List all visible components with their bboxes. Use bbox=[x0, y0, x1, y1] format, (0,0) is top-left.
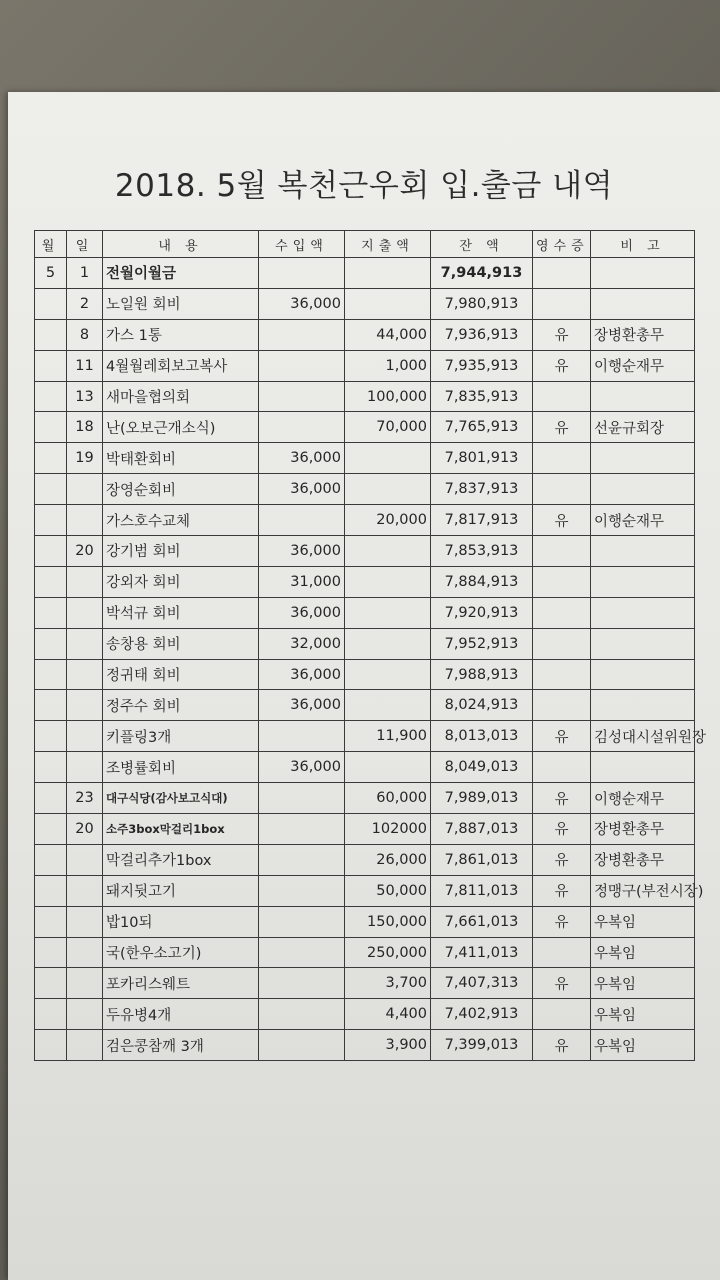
ledger-table bbox=[34, 230, 707, 1061]
cell-balance: 7,980,913 bbox=[431, 288, 533, 319]
cell-description: 4월월레회보고복사 bbox=[103, 350, 259, 381]
cell-balance: 8,049,013 bbox=[431, 752, 533, 783]
cell-month bbox=[35, 566, 67, 597]
cell-balance: 7,402,913 bbox=[431, 999, 533, 1030]
cell-receipt: 유 bbox=[533, 906, 591, 937]
cell-balance: 7,835,913 bbox=[431, 381, 533, 412]
table-row bbox=[35, 999, 695, 1030]
cell-day bbox=[67, 844, 103, 875]
cell-description: 새마을협의회 bbox=[103, 381, 259, 412]
cell-note: 정맹구(부전시장) bbox=[591, 875, 695, 906]
cell-balance: 8,024,913 bbox=[431, 690, 533, 721]
cell-receipt: 유 bbox=[533, 505, 591, 536]
cell-expense bbox=[345, 474, 431, 505]
cell-note: 이행순재무 bbox=[591, 505, 695, 536]
cell-receipt: 유 bbox=[533, 412, 591, 443]
header-balance: 잔 액 bbox=[431, 231, 533, 258]
cell-day: 13 bbox=[67, 381, 103, 412]
page-title: 2018. 5월 복천근우회 입.출금 내역 bbox=[114, 168, 614, 204]
cell-income: 36,000 bbox=[259, 597, 345, 628]
cell-balance: 7,801,913 bbox=[431, 443, 533, 474]
cell-month bbox=[35, 597, 67, 628]
cell-expense bbox=[345, 690, 431, 721]
cell-month bbox=[35, 381, 67, 412]
table-row bbox=[35, 258, 695, 289]
cell-expense bbox=[345, 566, 431, 597]
cell-description: 소주3box막걸리1box bbox=[103, 814, 259, 845]
cell-balance: 7,884,913 bbox=[431, 566, 533, 597]
cell-note bbox=[591, 566, 695, 597]
cell-expense bbox=[345, 628, 431, 659]
cell-month bbox=[35, 690, 67, 721]
cell-note bbox=[591, 381, 695, 412]
cell-receipt: 유 bbox=[533, 319, 591, 350]
cell-note bbox=[591, 628, 695, 659]
cell-description: 막걸리추가1box bbox=[103, 844, 259, 875]
cell-month bbox=[35, 937, 67, 968]
cell-month bbox=[35, 906, 67, 937]
cell-receipt bbox=[533, 659, 591, 690]
cell-month: 5 bbox=[35, 258, 67, 289]
table-row bbox=[35, 875, 695, 906]
cell-day: 20 bbox=[67, 536, 103, 567]
cell-receipt bbox=[533, 597, 591, 628]
header-expense: 지출액 bbox=[345, 231, 431, 258]
cell-receipt bbox=[533, 690, 591, 721]
cell-balance: 8,013,013 bbox=[431, 721, 533, 752]
cell-note bbox=[591, 474, 695, 505]
cell-month bbox=[35, 844, 67, 875]
table-row bbox=[35, 814, 695, 845]
cell-income: 36,000 bbox=[259, 443, 345, 474]
cell-receipt: 유 bbox=[533, 1030, 591, 1061]
cell-expense: 250,000 bbox=[345, 937, 431, 968]
header-description: 내 용 bbox=[103, 231, 259, 258]
cell-balance: 7,661,013 bbox=[431, 906, 533, 937]
cell-expense: 70,000 bbox=[345, 412, 431, 443]
cell-description: 돼지뒷고기 bbox=[103, 875, 259, 906]
cell-day bbox=[67, 659, 103, 690]
cell-month bbox=[35, 1030, 67, 1061]
cell-day bbox=[67, 597, 103, 628]
cell-balance: 7,399,013 bbox=[431, 1030, 533, 1061]
cell-balance: 7,861,013 bbox=[431, 844, 533, 875]
cell-expense bbox=[345, 659, 431, 690]
cell-income: 32,000 bbox=[259, 628, 345, 659]
cell-balance: 7,952,913 bbox=[431, 628, 533, 659]
table-row bbox=[35, 566, 695, 597]
cell-month bbox=[35, 721, 67, 752]
cell-note: 우복임 bbox=[591, 906, 695, 937]
table-row bbox=[35, 752, 695, 783]
cell-note: 우복임 bbox=[591, 999, 695, 1030]
cell-note: 우복임 bbox=[591, 968, 695, 999]
table-row bbox=[35, 937, 695, 968]
cell-day: 23 bbox=[67, 783, 103, 814]
header-receipt: 영수증 bbox=[533, 231, 591, 258]
header-day: 일 bbox=[67, 231, 103, 258]
cell-income bbox=[259, 1030, 345, 1061]
cell-balance: 7,765,913 bbox=[431, 412, 533, 443]
cell-day: 2 bbox=[67, 288, 103, 319]
cell-day bbox=[67, 1030, 103, 1061]
cell-balance: 7,887,013 bbox=[431, 814, 533, 845]
cell-expense: 150,000 bbox=[345, 906, 431, 937]
cell-month bbox=[35, 474, 67, 505]
cell-description: 가스 1통 bbox=[103, 319, 259, 350]
cell-note: 장병환총무 bbox=[591, 814, 695, 845]
cell-income: 36,000 bbox=[259, 474, 345, 505]
cell-day bbox=[67, 999, 103, 1030]
cell-month bbox=[35, 875, 67, 906]
cell-expense bbox=[345, 258, 431, 289]
cell-balance: 7,944,913 bbox=[431, 258, 533, 289]
cell-description: 검은콩참깨 3개 bbox=[103, 1030, 259, 1061]
cell-expense: 100,000 bbox=[345, 381, 431, 412]
table-row bbox=[35, 350, 695, 381]
cell-receipt bbox=[533, 474, 591, 505]
ledger-sheet bbox=[8, 92, 720, 1280]
cell-day: 19 bbox=[67, 443, 103, 474]
table-row bbox=[35, 288, 695, 319]
cell-note bbox=[591, 597, 695, 628]
cell-month bbox=[35, 350, 67, 381]
cell-description: 노일원 회비 bbox=[103, 288, 259, 319]
cell-month bbox=[35, 319, 67, 350]
cell-note: 김성대시설위원장 bbox=[591, 721, 695, 752]
cell-expense: 44,000 bbox=[345, 319, 431, 350]
cell-income bbox=[259, 319, 345, 350]
cell-description: 국(한우소고기) bbox=[103, 937, 259, 968]
cell-description: 장영순회비 bbox=[103, 474, 259, 505]
cell-note: 이행순재무 bbox=[591, 783, 695, 814]
cell-income bbox=[259, 412, 345, 443]
cell-note: 우복임 bbox=[591, 1030, 695, 1061]
cell-note bbox=[591, 659, 695, 690]
table-row bbox=[35, 844, 695, 875]
cell-receipt bbox=[533, 443, 591, 474]
header-note: 비 고 bbox=[591, 231, 695, 258]
table-row bbox=[35, 628, 695, 659]
cell-note bbox=[591, 690, 695, 721]
cell-month bbox=[35, 783, 67, 814]
cell-receipt: 유 bbox=[533, 875, 591, 906]
table-row bbox=[35, 536, 695, 567]
cell-note: 선윤규회장 bbox=[591, 412, 695, 443]
cell-income: 36,000 bbox=[259, 288, 345, 319]
cell-balance: 7,411,013 bbox=[431, 937, 533, 968]
cell-expense: 50,000 bbox=[345, 875, 431, 906]
cell-income bbox=[259, 783, 345, 814]
cell-receipt bbox=[533, 937, 591, 968]
cell-day bbox=[67, 628, 103, 659]
cell-receipt bbox=[533, 999, 591, 1030]
cell-balance: 7,989,013 bbox=[431, 783, 533, 814]
cell-day: 18 bbox=[67, 412, 103, 443]
cell-day bbox=[67, 474, 103, 505]
cell-expense: 3,700 bbox=[345, 968, 431, 999]
cell-expense: 1,000 bbox=[345, 350, 431, 381]
cell-description: 밥10되 bbox=[103, 906, 259, 937]
cell-income: 36,000 bbox=[259, 659, 345, 690]
cell-month bbox=[35, 814, 67, 845]
cell-income bbox=[259, 844, 345, 875]
cell-expense: 11,900 bbox=[345, 721, 431, 752]
cell-balance: 7,935,913 bbox=[431, 350, 533, 381]
cell-day bbox=[67, 566, 103, 597]
header-row bbox=[35, 231, 695, 258]
cell-month bbox=[35, 536, 67, 567]
cell-balance: 7,407,313 bbox=[431, 968, 533, 999]
cell-month bbox=[35, 999, 67, 1030]
cell-day bbox=[67, 690, 103, 721]
cell-note bbox=[591, 258, 695, 289]
cell-income: 36,000 bbox=[259, 752, 345, 783]
cell-day: 20 bbox=[67, 814, 103, 845]
cell-note bbox=[591, 443, 695, 474]
table-row bbox=[35, 597, 695, 628]
table-row bbox=[35, 968, 695, 999]
cell-receipt bbox=[533, 628, 591, 659]
table-row bbox=[35, 906, 695, 937]
cell-receipt bbox=[533, 288, 591, 319]
cell-note: 우복임 bbox=[591, 937, 695, 968]
cell-income bbox=[259, 381, 345, 412]
cell-income bbox=[259, 350, 345, 381]
cell-balance: 7,988,913 bbox=[431, 659, 533, 690]
cell-receipt: 유 bbox=[533, 844, 591, 875]
table-row bbox=[35, 721, 695, 752]
cell-description: 강외자 회비 bbox=[103, 566, 259, 597]
cell-expense: 60,000 bbox=[345, 783, 431, 814]
cell-day bbox=[67, 752, 103, 783]
cell-month bbox=[35, 505, 67, 536]
cell-expense: 20,000 bbox=[345, 505, 431, 536]
cell-description: 두유병4개 bbox=[103, 999, 259, 1030]
header-income: 수입액 bbox=[259, 231, 345, 258]
cell-description: 포카리스웨트 bbox=[103, 968, 259, 999]
cell-day bbox=[67, 721, 103, 752]
cell-balance: 7,837,913 bbox=[431, 474, 533, 505]
cell-description: 전월이월금 bbox=[103, 258, 259, 289]
cell-month bbox=[35, 659, 67, 690]
cell-description: 송창용 회비 bbox=[103, 628, 259, 659]
cell-receipt bbox=[533, 752, 591, 783]
cell-expense: 102000 bbox=[345, 814, 431, 845]
cell-month bbox=[35, 628, 67, 659]
cell-description: 난(오보근개소식) bbox=[103, 412, 259, 443]
cell-income bbox=[259, 875, 345, 906]
cell-receipt bbox=[533, 536, 591, 567]
cell-receipt: 유 bbox=[533, 968, 591, 999]
cell-description: 가스호수교체 bbox=[103, 505, 259, 536]
cell-income bbox=[259, 721, 345, 752]
cell-month bbox=[35, 752, 67, 783]
cell-balance: 7,811,013 bbox=[431, 875, 533, 906]
cell-note: 장병환총무 bbox=[591, 844, 695, 875]
table-row bbox=[35, 381, 695, 412]
table-row bbox=[35, 474, 695, 505]
cell-month bbox=[35, 443, 67, 474]
table-row bbox=[35, 659, 695, 690]
cell-income bbox=[259, 999, 345, 1030]
table-row bbox=[35, 319, 695, 350]
cell-balance: 7,936,913 bbox=[431, 319, 533, 350]
cell-expense: 4,400 bbox=[345, 999, 431, 1030]
cell-description: 정주수 회비 bbox=[103, 690, 259, 721]
cell-day bbox=[67, 968, 103, 999]
cell-description: 박태환회비 bbox=[103, 443, 259, 474]
cell-month bbox=[35, 968, 67, 999]
cell-expense bbox=[345, 288, 431, 319]
cell-balance: 7,853,913 bbox=[431, 536, 533, 567]
cell-day bbox=[67, 875, 103, 906]
cell-income: 31,000 bbox=[259, 566, 345, 597]
cell-expense bbox=[345, 536, 431, 567]
cell-day: 8 bbox=[67, 319, 103, 350]
table-row bbox=[35, 783, 695, 814]
cell-receipt bbox=[533, 258, 591, 289]
cell-note bbox=[591, 288, 695, 319]
cell-income: 36,000 bbox=[259, 536, 345, 567]
cell-expense bbox=[345, 752, 431, 783]
table-row bbox=[35, 690, 695, 721]
cell-receipt: 유 bbox=[533, 721, 591, 752]
cell-expense bbox=[345, 597, 431, 628]
table-row bbox=[35, 505, 695, 536]
cell-note: 장병환총무 bbox=[591, 319, 695, 350]
header-month: 월 bbox=[35, 231, 67, 258]
ledger-body bbox=[35, 258, 707, 1061]
cell-expense: 26,000 bbox=[345, 844, 431, 875]
cell-month bbox=[35, 412, 67, 443]
cell-month bbox=[35, 288, 67, 319]
cell-receipt: 유 bbox=[533, 783, 591, 814]
cell-income: 36,000 bbox=[259, 690, 345, 721]
cell-income bbox=[259, 258, 345, 289]
cell-income bbox=[259, 814, 345, 845]
cell-day bbox=[67, 505, 103, 536]
cell-income bbox=[259, 968, 345, 999]
cell-description: 정귀태 회비 bbox=[103, 659, 259, 690]
cell-receipt: 유 bbox=[533, 814, 591, 845]
cell-note bbox=[591, 536, 695, 567]
table-row bbox=[35, 443, 695, 474]
cell-description: 키플링3개 bbox=[103, 721, 259, 752]
cell-income bbox=[259, 906, 345, 937]
cell-note bbox=[591, 752, 695, 783]
cell-balance: 7,920,913 bbox=[431, 597, 533, 628]
table-row bbox=[35, 1030, 695, 1061]
cell-receipt bbox=[533, 381, 591, 412]
cell-description: 박석규 회비 bbox=[103, 597, 259, 628]
cell-expense: 3,900 bbox=[345, 1030, 431, 1061]
cell-day: 11 bbox=[67, 350, 103, 381]
cell-receipt: 유 bbox=[533, 350, 591, 381]
cell-description: 대구식당(감사보고식대) bbox=[103, 783, 259, 814]
table-row bbox=[35, 412, 695, 443]
cell-description: 조병률회비 bbox=[103, 752, 259, 783]
cell-note: 이행순재무 bbox=[591, 350, 695, 381]
cell-day: 1 bbox=[67, 258, 103, 289]
cell-balance: 7,817,913 bbox=[431, 505, 533, 536]
cell-income bbox=[259, 937, 345, 968]
cell-expense bbox=[345, 443, 431, 474]
cell-income bbox=[259, 505, 345, 536]
cell-day bbox=[67, 937, 103, 968]
cell-description: 강기범 회비 bbox=[103, 536, 259, 567]
cell-day bbox=[67, 906, 103, 937]
cell-receipt bbox=[533, 566, 591, 597]
